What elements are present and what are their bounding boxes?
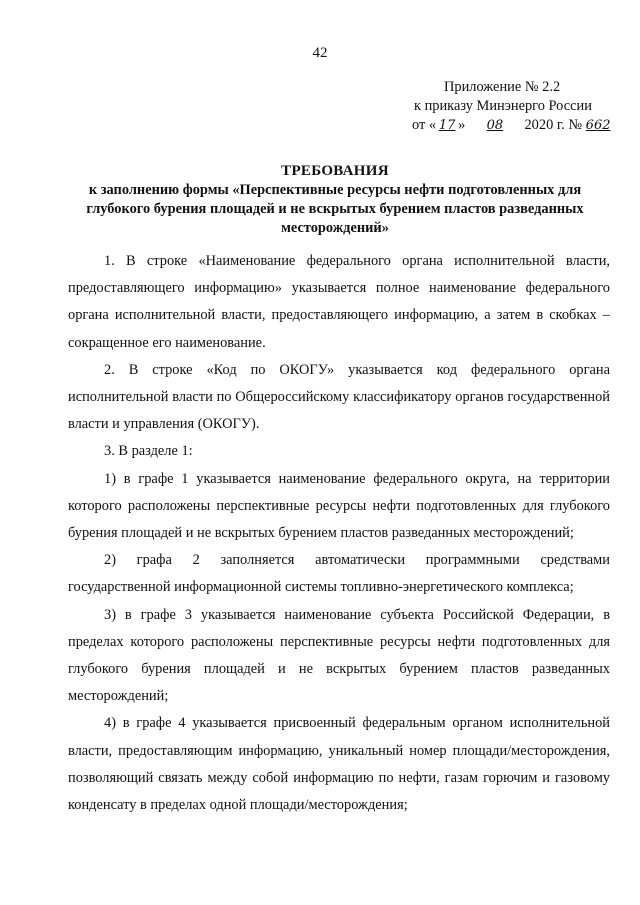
annex-date-mid: »	[458, 117, 469, 133]
paragraph-3-item-4: 4) в графе 4 указывается присвоенный федеральным органом исполнительной власти, предоставляющим информацию, уникальный номер площади/месторождения, позволяющий связать между собой информацию по нефти, газам горючим и газовому конденсату в пределах одной площади/месторождения;	[68, 715, 610, 814]
paragraph-2: 2. В строке «Код по ОКОГУ» указывается код федерального органа исполнительной власти по Общероссийскому классификатору органов государственной власти и управления (ОКОГУ).	[68, 361, 610, 433]
annex-title: Приложение № 2.2	[444, 79, 561, 95]
page-number: 42	[312, 45, 328, 61]
annex-date-line	[412, 116, 612, 135]
paragraph-3-item-2: 2) графа 2 заполняется автоматически программными средствами государственной информационной системы топливно-энергетического комплекса;	[68, 552, 610, 596]
paragraph-3-item-1: 1) в графе 1 указывается наименование федерального округа, на территории которого расположены перспективные ресурсы нефти подготовленных для глубокого бурения площадей и не вскрытых бурением пластов разведанных месторождений;	[68, 470, 610, 542]
annex-block	[412, 78, 612, 135]
paragraph-1: 1. В строке «Наименование федерального органа исполнительной власти, предоставляющего информацию» указывается полное наименование федерального органа исполнительной власти, предоставляющего информацию, а затем в скобках – сокращенное его наименование.	[68, 253, 610, 351]
annex-date-prefix: от «	[412, 117, 437, 133]
annex-date-year: 2020 г. №	[520, 117, 586, 133]
heading-title: ТРЕБОВАНИЯ	[281, 163, 389, 179]
document-body	[68, 248, 610, 819]
annex-order-reference: к приказу Минэнерго России	[414, 98, 592, 114]
annex-order-number: 662	[585, 118, 611, 133]
document-heading	[60, 162, 610, 238]
paragraph-3: 3. В разделе 1:	[104, 443, 193, 460]
annex-date-day: 17	[438, 118, 456, 133]
annex-date-month: 08	[486, 118, 504, 133]
paragraph-3-item-3: 3) в графе 3 указывается наименование субъекта Российской Федерации, в пределах которого расположены перспективные ресурсы нефти подготовленных для глубокого бурения площадей и не вскрытых бурением пластов разведанных месторождений;	[68, 606, 610, 705]
heading-subtitle: к заполнению формы «Перспективные ресурсы нефти подготовленных для глубокого бурения площадей и не вскрытых бурением пластов разведанных месторождений»	[86, 182, 584, 236]
